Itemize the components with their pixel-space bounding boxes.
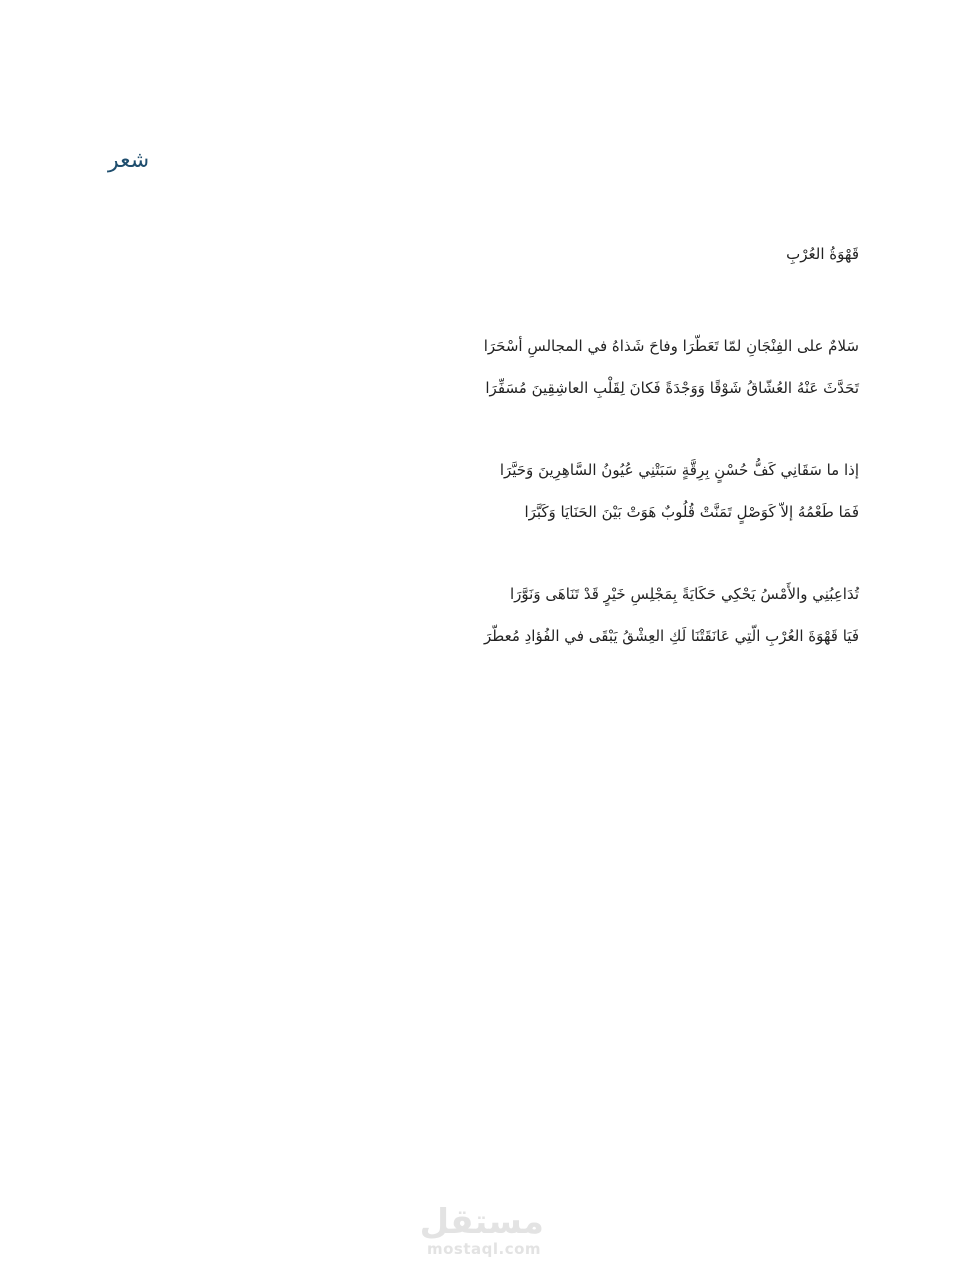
- verse-line: سَلامٌ على الفِنْجَانِ لمّا تَعَطّرَا وفاحَ شَذاهُ في المجالسِ أسْحَرَا: [483, 337, 859, 355]
- stanza-3: [339, 582, 859, 648]
- watermark-url: mostaql.com: [426, 1240, 542, 1258]
- watermark: [419, 1202, 544, 1258]
- verse-line: فَيَا قَهْوَةَ العُرْبِ الّتِي عَانَقَتْنَا لَكِ العِشْقُ يَبْقَى في الفُؤادِ مُعطّرَ: [484, 627, 859, 645]
- verse-line: تَحَدَّثَ عَنْهُ العُشّاقُ شَوْقًا وَوَجْدَةً فَكانَ لِقَلْبِ العاشِقِينَ مُسَفِّرَا: [485, 379, 859, 397]
- stanza-2: [339, 458, 859, 524]
- poem: [339, 242, 859, 706]
- page-heading: شعر: [108, 148, 150, 173]
- stanza-1: [339, 334, 859, 400]
- verse-line: فَمَا طَعْمُهُ إلاّ كَوَصْلٍ تَمَنَّتْ قُلُوبٌ هَوَتْ بَيْنَ الحَنَايَا وَكَبَّرَا: [524, 503, 859, 521]
- verse-line: إذا ما سَقَانِي كَفُّ حُسْنٍ بِرِقَّةٍ سَبَتْنِي عُيُونُ السَّاهِرِينَ وَحَيَّرَا: [499, 461, 859, 479]
- verse-line: تُدَاعِبُنِي والأَمْسُ يَحْكِي حَكَايَةً بِمَجْلِسِ خَيْرٍ قَدْ تَنَاهَى وَنَوَّرَا: [510, 585, 859, 603]
- poem-title: قَهْوَةُ العُرْبِ: [786, 245, 859, 263]
- watermark-logo: مستقل: [419, 1202, 544, 1242]
